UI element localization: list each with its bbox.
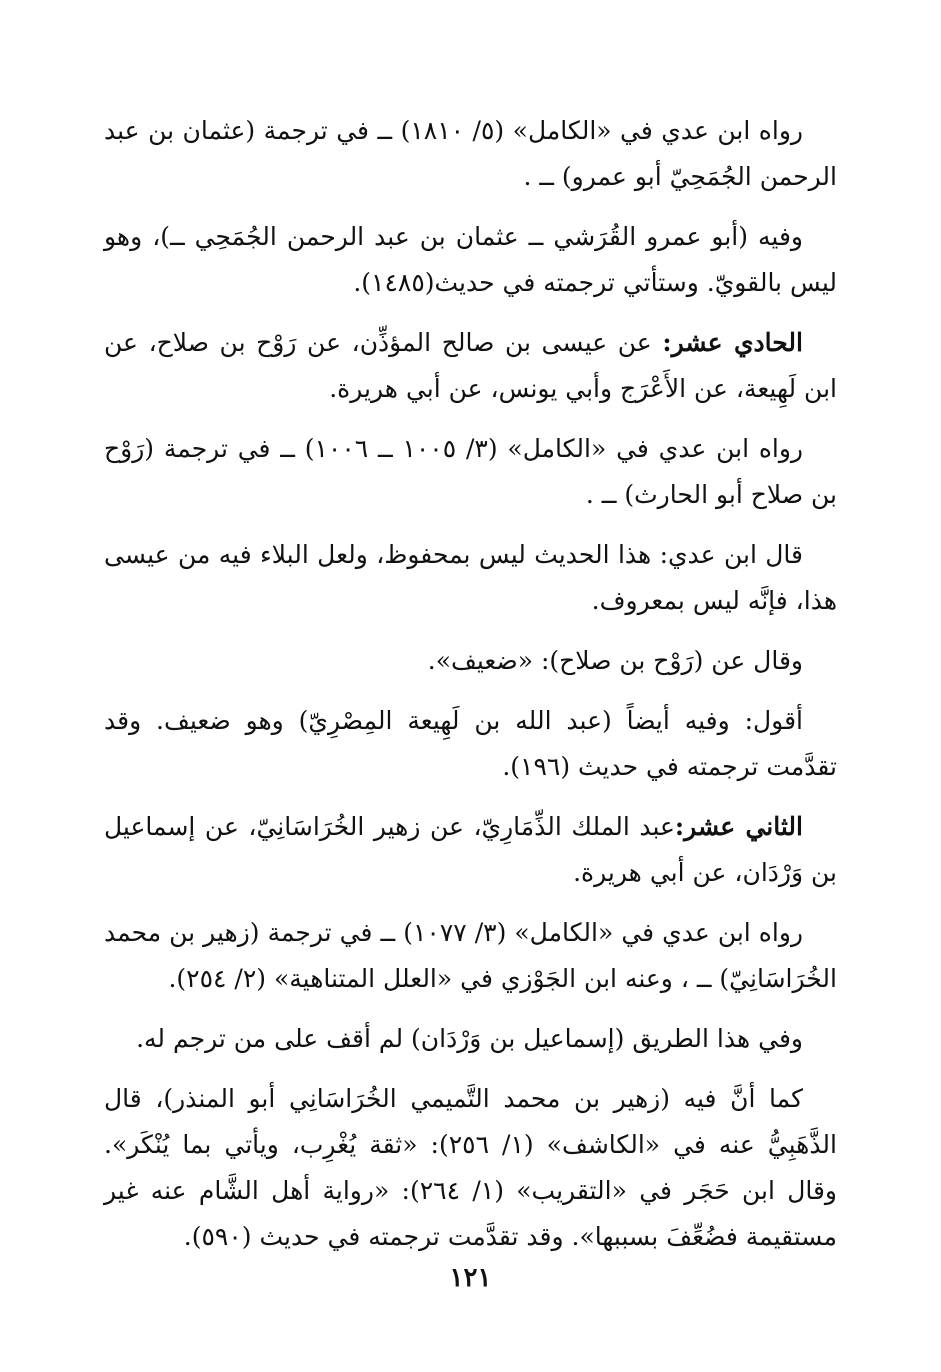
- paragraph-1: [104, 108, 837, 200]
- paragraph-5: [104, 532, 837, 624]
- paragraph-11: [104, 1076, 837, 1260]
- page-number: ١٢١: [449, 1263, 492, 1293]
- paragraph-6: [104, 638, 837, 684]
- paragraph-4: [104, 426, 837, 518]
- paragraph-text: كما أنَّ فيه (زهير بن محمد التَّميمي الخُرَاسَانِي أبو المنذر)، قال الذَّهَبِيُّ عنه في «الكاشف» (١/ ٢٥٦): «ثقة يُغْرِب، ويأتي بما يُنْكَر». وقال ابن حَجَر في «التقريب» (١/ ٢٦٤): «رواية أهل الشَّام عنه غير مستقيمة فضُعِّفَ بسببها». وقد تقدَّمت ترجمته في حديث (٥٩٠).: [104, 1084, 838, 1251]
- paragraph-2: [104, 214, 837, 306]
- paragraph-text: أقول: وفيه أيضاً (عبد الله بن لَهِيعة المِصْرِيّ) وهو ضعيف. وقد تقدَّمت ترجمته في حديث (١٩٦).: [104, 706, 837, 781]
- paragraph-text: رواه ابن عدي في «الكامل» (٥/ ١٨١٠) ــ في ترجمة (عثمان بن عبد الرحمن الجُمَحِيّ أبو عمرو) ــ .: [104, 116, 837, 191]
- paragraph-text: وفيه (أبو عمرو القُرَشي ــ عثمان بن عبد الرحمن الجُمَحِي ــ)، وهو ليس بالقويّ. وستأتي ترجمته في حديث(١٤٨٥).: [104, 222, 837, 297]
- paragraph-text: رواه ابن عدي في «الكامل» (٣/ ١٠٧٧) ــ في ترجمة (زهير بن محمد الخُرَاسَانِيّ) ــ ، وعنه ابن الجَوْزي في «العلل المتناهية» (٢/ ٢٥٤).: [104, 918, 837, 993]
- paragraph-9: [104, 910, 837, 1002]
- paragraph-7: [104, 698, 837, 790]
- paragraph-3: [104, 320, 837, 412]
- paragraph-10: [104, 1016, 837, 1062]
- paragraph-lead: الثاني عشر:: [674, 812, 803, 841]
- paragraph-text: عبد الملك الذِّمَارِيّ، عن زهير الخُرَاسَانِيّ، عن إسماعيل بن وَرْدَان، عن أبي هريرة.: [104, 812, 837, 887]
- paragraph-text: رواه ابن عدي في «الكامل» (٣/ ١٠٠٥ ــ ١٠٠٦) ــ في ترجمة (رَوْح بن صلاح أبو الحارث) ــ .: [104, 434, 837, 509]
- paragraph-text: عن عيسى بن صالح المؤذِّن، عن رَوْح بن صلاح، عن ابن لَهِيعة، عن الأَعْرَج وأبي يونس، عن أبي هريرة.: [104, 328, 837, 403]
- paragraph-lead: الحادي عشر:: [662, 328, 803, 357]
- paragraph-text: قال ابن عدي: هذا الحديث ليس بمحفوظ، ولعل البلاء فيه من عيسى هذا، فإنَّه ليس بمعروف.: [104, 540, 837, 615]
- paragraph-text: وفي هذا الطريق (إسماعيل بن وَرْدَان) لم أقف على من ترجم له.: [136, 1024, 803, 1053]
- paragraph-text: وقال عن (رَوْح بن صلاح): «ضعيف».: [427, 646, 803, 675]
- paragraph-8: [104, 804, 837, 896]
